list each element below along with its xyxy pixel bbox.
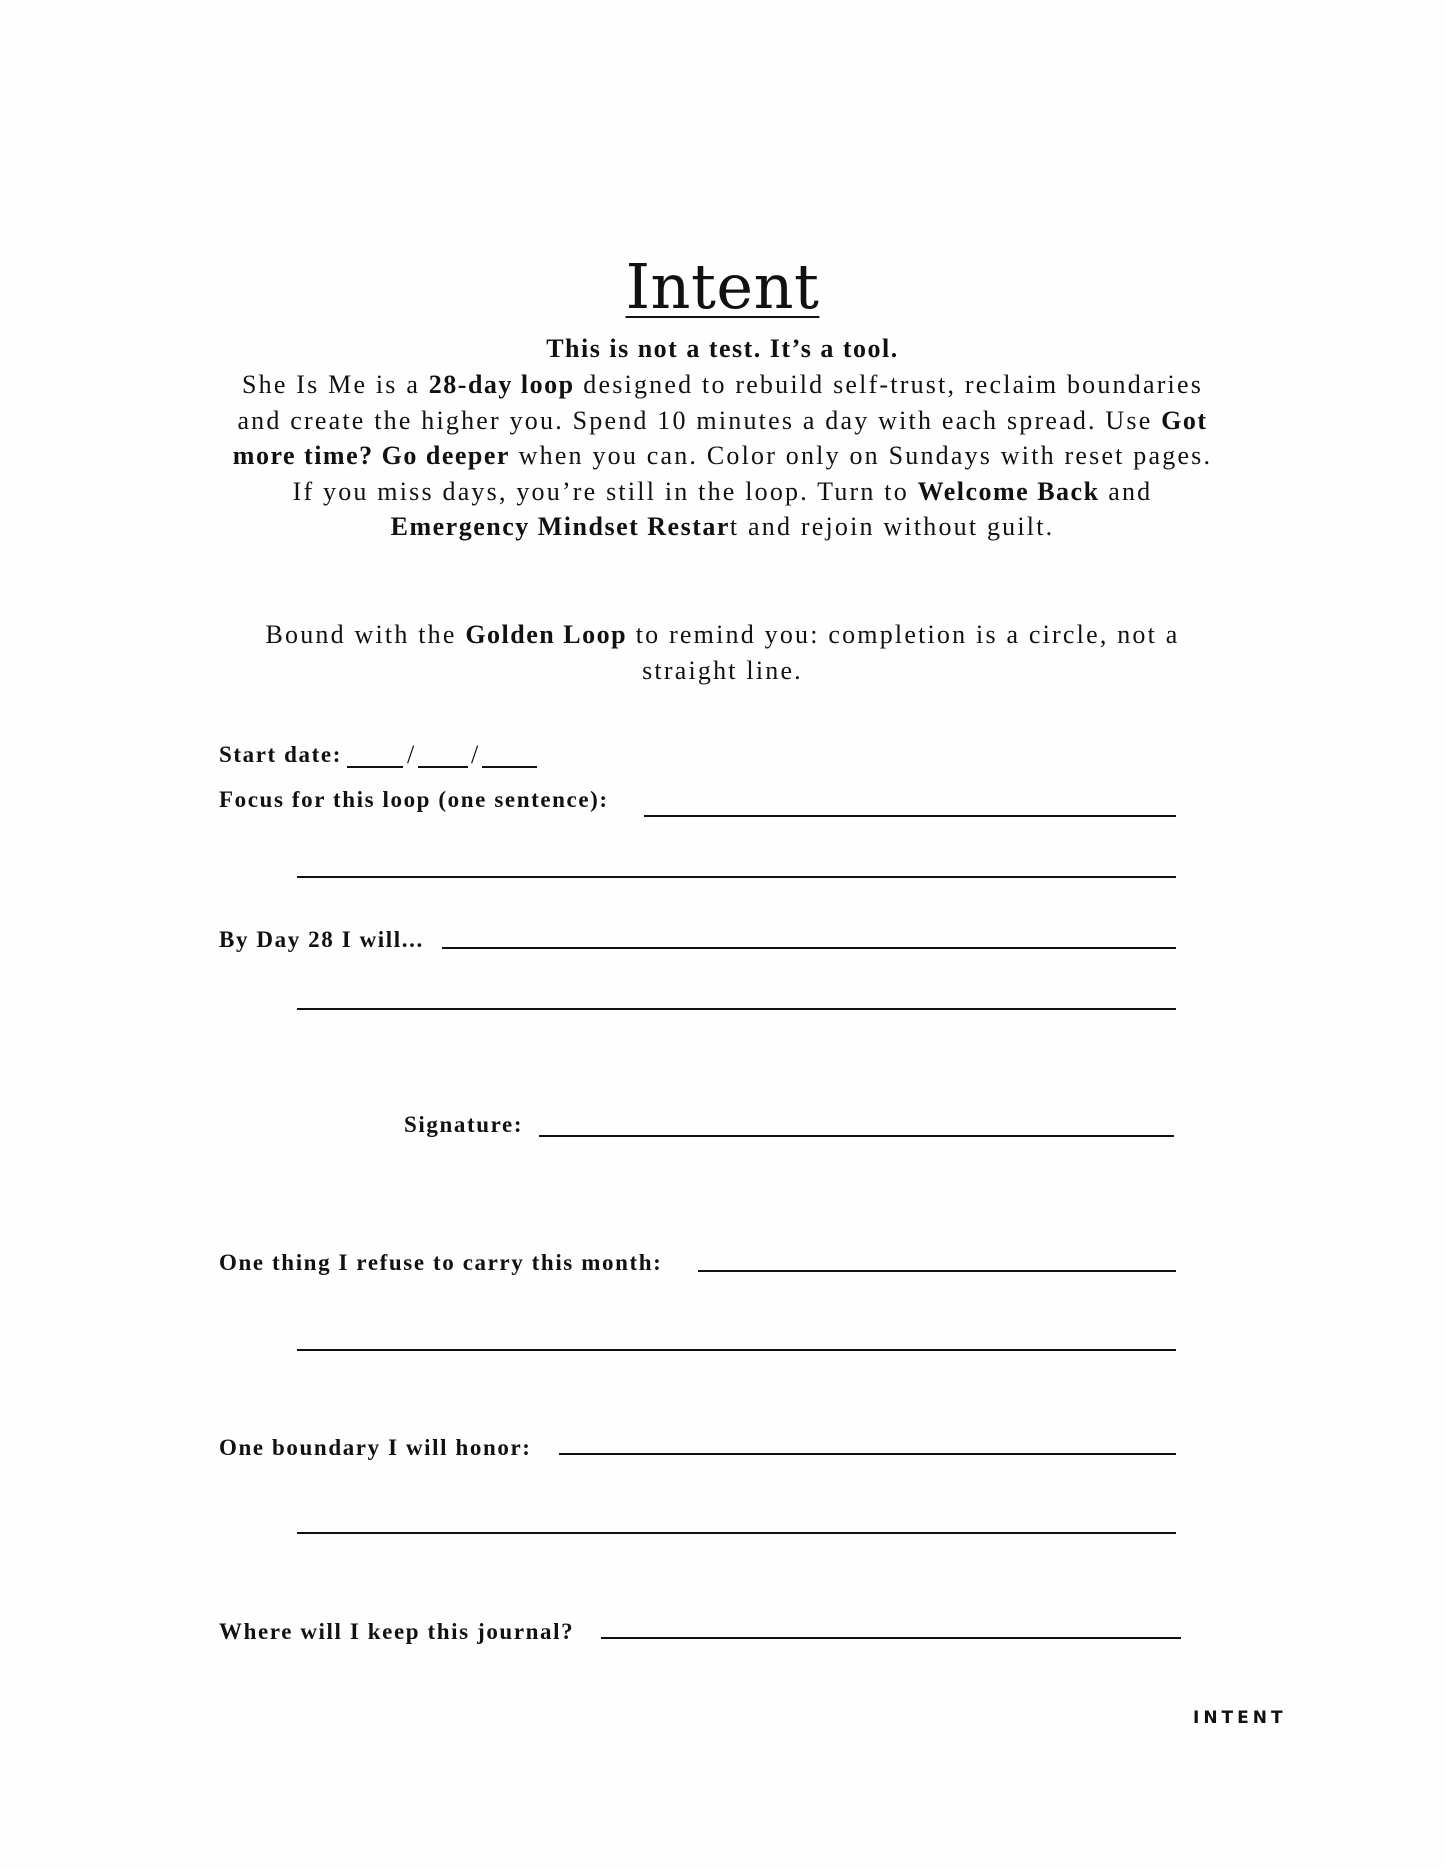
date-separator: / (471, 740, 479, 769)
by-day-28-line-1[interactable] (442, 947, 1176, 949)
focus-line-1[interactable] (644, 815, 1176, 817)
by-day-28-line-2[interactable] (297, 1008, 1176, 1010)
subtitle: This is not a test. It’s a tool. (546, 334, 899, 363)
boundary-line-2[interactable] (297, 1532, 1176, 1534)
keep-journal-line[interactable] (601, 1637, 1181, 1639)
date-separator: / (407, 740, 415, 769)
bold-phrase: Emergency Mindset Restar (390, 512, 730, 541)
by-day-28-label: By Day 28 I will... (219, 927, 424, 952)
signature-line[interactable] (539, 1135, 1174, 1137)
loop-note-paragraph: Bound with the Golden Loop to remind you: completion is a circle, not a straight line. (265, 620, 1180, 685)
intro-paragraph: She Is Me is a 28-day loop designed to rebuild self-trust, reclaim boundaries and create the higher you. Spend 10 minutes a day with each spread. Use Got more time? Go deeper when you can. Color only on Sundays with reset pages. If you miss days, you’re still in the loop. Turn to Welcome Back and Emergency Mindset Restart and rejoin without guilt. (232, 370, 1213, 541)
refuse-line-2[interactable] (297, 1349, 1176, 1351)
bold-phrase: Golden Loop (465, 620, 628, 649)
focus-label: Focus for this loop (one sentence): (219, 787, 609, 812)
refuse-line-1[interactable] (698, 1270, 1176, 1272)
keep-journal-label: Where will I keep this journal? (219, 1619, 575, 1644)
bold-phrase: 28-day loop (428, 370, 575, 399)
boundary-label: One boundary I will honor: (219, 1435, 532, 1460)
boundary-line-1[interactable] (559, 1453, 1176, 1455)
footer-label: INTENT (1193, 1708, 1287, 1728)
signature-label: Signature: (404, 1112, 524, 1137)
start-date-day-field[interactable] (418, 766, 468, 768)
start-date-month-field[interactable] (347, 766, 403, 768)
refuse-label: One thing I refuse to carry this month: (219, 1250, 663, 1275)
start-date-year-field[interactable] (482, 766, 537, 768)
page-title: Intent (625, 250, 820, 323)
start-date-label: Start date: (219, 742, 342, 767)
bold-phrase: Welcome Back (917, 476, 1100, 506)
bold-phrase: Got more time? Go deeper (232, 405, 1208, 470)
focus-line-2[interactable] (297, 876, 1176, 878)
